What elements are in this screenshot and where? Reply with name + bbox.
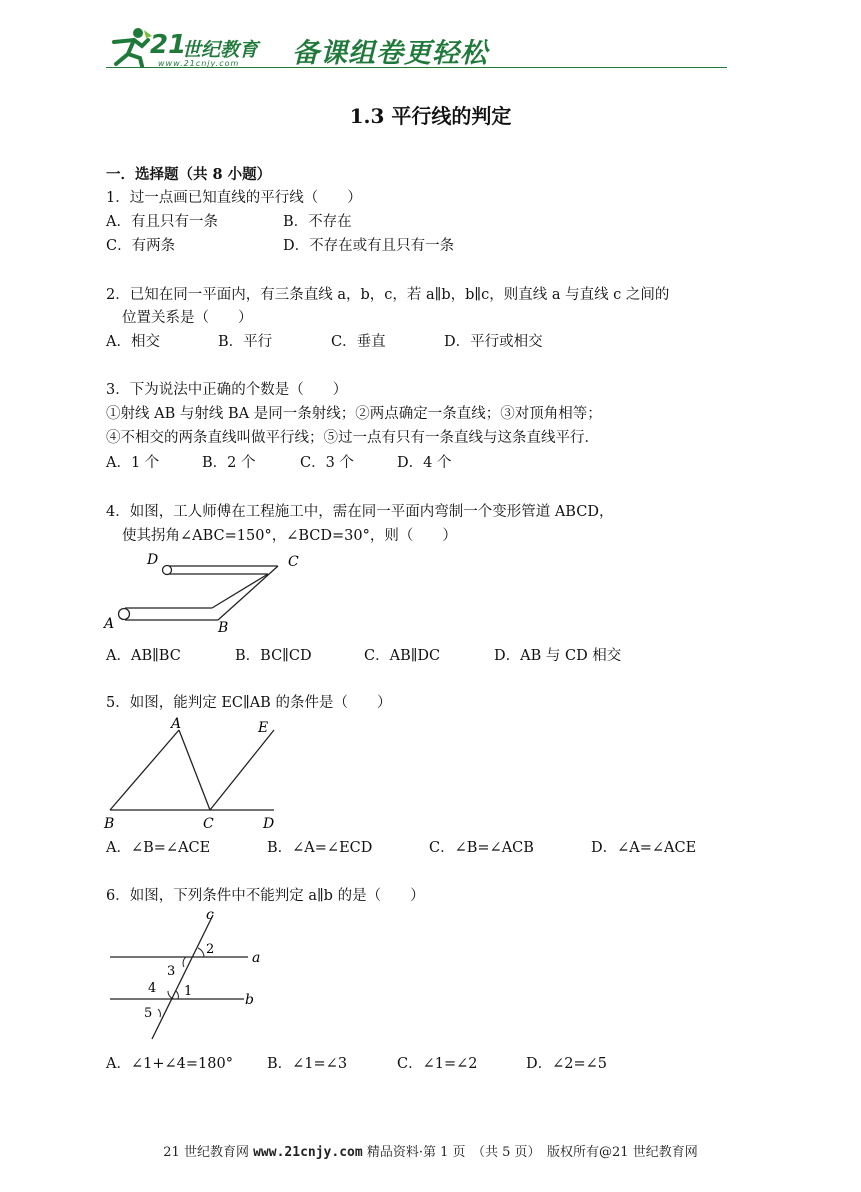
option-b: B．2 个 <box>202 455 256 471</box>
label-a: A <box>104 616 115 632</box>
logo-url: www.21cnjy.com <box>158 59 240 68</box>
angle-4: 4 <box>148 981 157 996</box>
option-d: D．∠A=∠ACE <box>591 840 697 856</box>
option-c: C．垂直 <box>331 334 386 350</box>
parallel-lines-figure <box>100 905 270 1045</box>
option-a: A．相交 <box>106 334 160 350</box>
label-c: C <box>288 554 299 570</box>
statement-line-1: ①射线 AB 与射线 BA 是同一条射线；②两点确定一条直线；③对顶角相等； <box>106 406 602 422</box>
footer-url[interactable]: www.21cnjy.com <box>253 1145 363 1160</box>
label-d: D <box>147 552 159 568</box>
label-a: A <box>171 716 182 732</box>
option-c: C．有两条 <box>106 238 176 254</box>
header-slogan: 备课组卷更轻松 <box>292 38 488 69</box>
question-stem: 2．已知在同一平面内，有三条直线 a，b，c，若 a∥b，b∥c，则直线 a 与直线 c 之间的 <box>106 287 670 303</box>
angle-2: 2 <box>206 942 215 957</box>
page-title: 1.3 平行线的判定 <box>349 104 512 128</box>
angle-5: 5 <box>144 1006 153 1021</box>
label-a: a <box>252 950 261 966</box>
logo-number: 21 <box>150 30 187 60</box>
option-a: A．∠1+∠4=180° <box>106 1056 233 1072</box>
label-b: b <box>245 992 254 1008</box>
option-b: B．不存在 <box>283 214 352 230</box>
label-d: D <box>263 816 275 832</box>
angle-3: 3 <box>167 964 176 979</box>
label-b: B <box>104 816 115 832</box>
option-c: C．3 个 <box>300 455 354 471</box>
option-d: D．平行或相交 <box>444 334 543 350</box>
option-d: D．∠2=∠5 <box>526 1056 608 1072</box>
label-c: c <box>206 907 214 923</box>
page-footer <box>0 1141 861 1160</box>
option-d: D．4 个 <box>397 455 452 471</box>
option-a: A．1 个 <box>106 455 160 471</box>
option-a: A．∠B=∠ACE <box>106 840 211 856</box>
question-stem: 4．如图，工人师傅在工程施工中，需在同一平面内弯制一个变形管道 ABCD， <box>106 504 614 520</box>
option-d: D．AB 与 CD 相交 <box>494 648 622 664</box>
option-c: C．AB∥DC <box>364 648 441 664</box>
footer-site: 21 世纪教育网 <box>163 1145 249 1160</box>
logo-text: 世纪教育 <box>182 39 259 61</box>
statement-line-2: ④不相交的两条直线叫做平行线；⑤过一点有只有一条直线与这条直线平行． <box>106 430 599 446</box>
question-stem: 6．如图，下列条件中不能判定 a∥b 的是（ ） <box>106 888 425 904</box>
triangle-figure <box>100 712 290 832</box>
option-b: B．∠1=∠3 <box>267 1056 348 1072</box>
option-d: D．不存在或有且只有一条 <box>283 238 455 254</box>
header-rule <box>106 67 727 68</box>
question-stem-line2: 使其拐角∠ABC=150°，∠BCD=30°，则（ ） <box>122 528 457 544</box>
section-heading: 一．选择题（共 8 小题） <box>106 166 272 183</box>
label-c: C <box>203 816 214 832</box>
question-stem: 5．如图，能判定 EC∥AB 的条件是（ ） <box>106 695 392 711</box>
runner-logo-icon <box>108 26 154 68</box>
footer-info: 精品资料·第 1 页 （共 5 页） 版权所有@21 世纪教育网 <box>366 1145 698 1160</box>
option-c: C．∠1=∠2 <box>397 1056 478 1072</box>
option-b: B．∠A=∠ECD <box>267 840 373 856</box>
question-stem-line2: 位置关系是（ ） <box>122 310 253 326</box>
question-stem: 1．过一点画已知直线的平行线（ ） <box>106 190 362 206</box>
option-a: A．AB∥BC <box>106 648 181 664</box>
option-b: B．BC∥CD <box>235 648 312 664</box>
label-e: E <box>258 720 269 736</box>
pipe-figure <box>100 546 310 638</box>
option-b: B．平行 <box>218 334 273 350</box>
angle-1: 1 <box>184 984 193 999</box>
label-b: B <box>218 620 229 636</box>
option-a: A．有且只有一条 <box>106 214 218 230</box>
question-stem: 3．下为说法中正确的个数是（ ） <box>106 382 348 398</box>
option-c: C．∠B=∠ACB <box>429 840 534 856</box>
